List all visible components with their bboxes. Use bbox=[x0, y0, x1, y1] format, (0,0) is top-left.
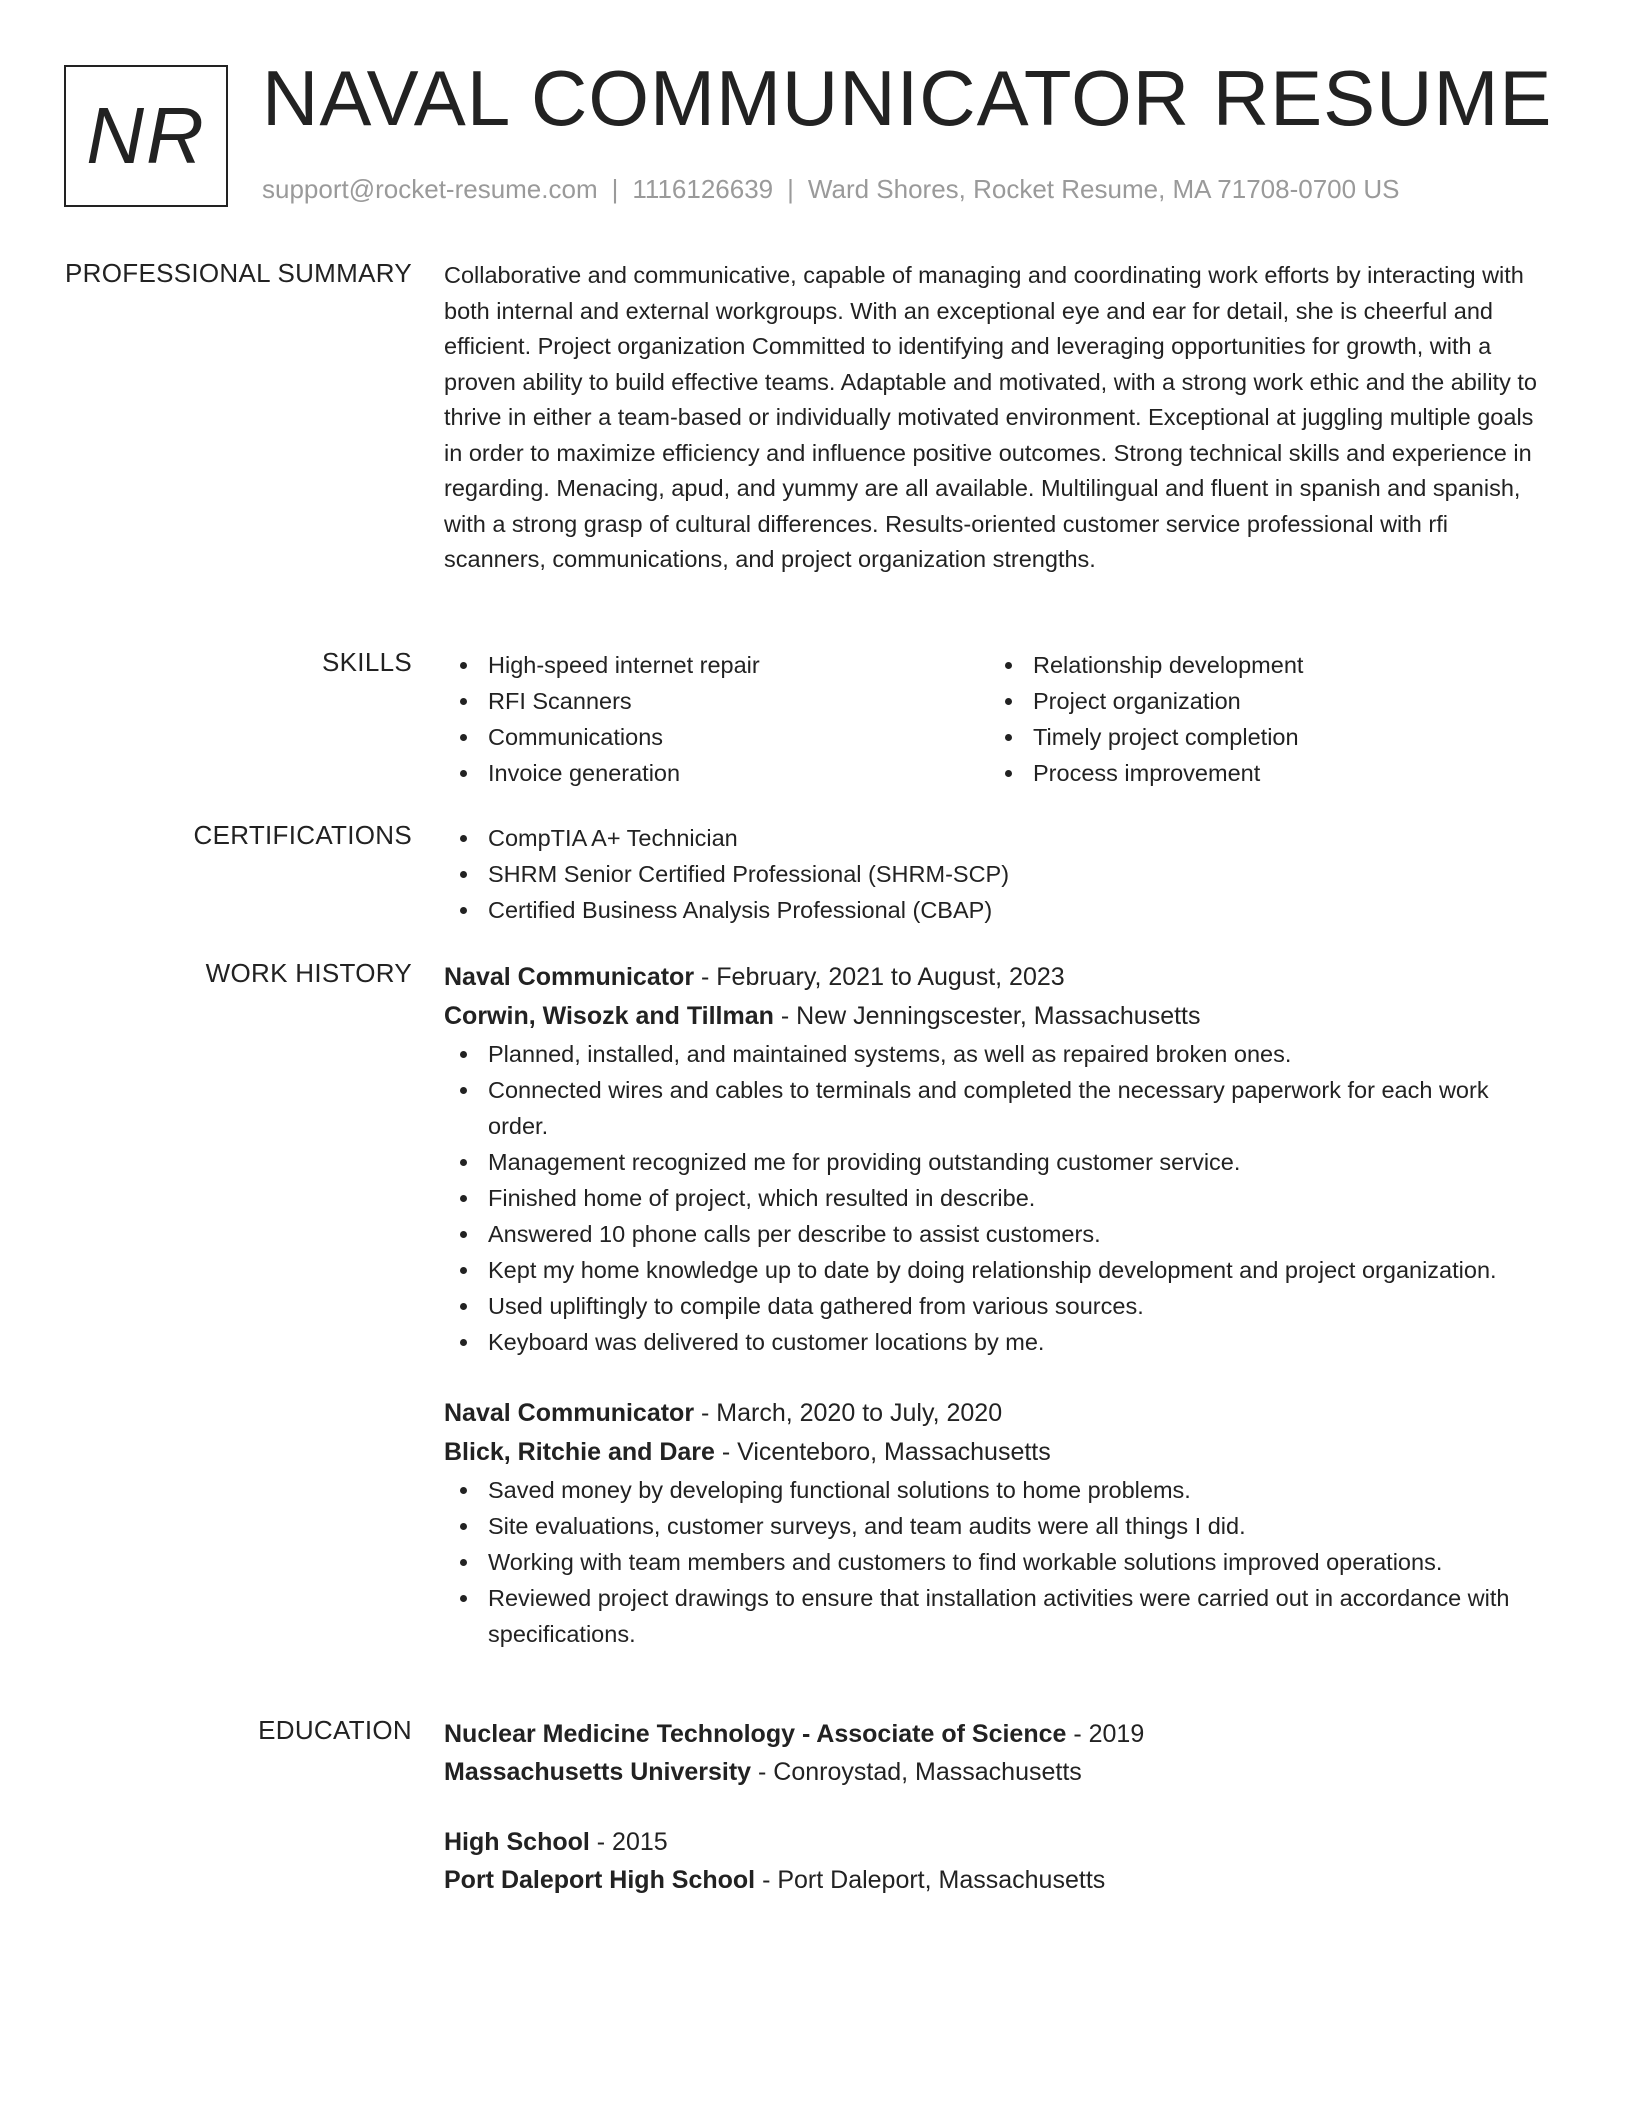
job-title-line bbox=[444, 958, 1554, 997]
skills-grid bbox=[444, 647, 1554, 791]
education-school-line bbox=[444, 1861, 1554, 1899]
contact-email[interactable]: support@rocket-resume.com bbox=[262, 174, 598, 204]
job-company: Blick, Ritchie and Dare bbox=[444, 1438, 715, 1466]
certification-item: SHRM Senior Certified Professional (SHRM-SCP) bbox=[444, 856, 1554, 892]
job-bullet: Site evaluations, customer surveys, and team audits were all things I did. bbox=[444, 1508, 1554, 1544]
skill-item: Project organization bbox=[989, 683, 1534, 719]
job-bullet: Answered 10 phone calls per describe to assist customers. bbox=[444, 1216, 1554, 1252]
job-bullet: Connected wires and cables to terminals and completed the necessary paperwork for each work order. bbox=[444, 1072, 1554, 1144]
summary-text: Collaborative and communicative, capable of managing and coordinating work efforts by interacting with both internal and external workgroups. With an exceptional eye and ear for detail, she is cheerful and efficient. Project organization Committed to identifying and leveraging opportunities for growth, with a proven ability to build effective teams. Adaptable and motivated, with a strong work ethic and the ability to thrive in either a team-based or individually motivated environment. Exceptional at juggling multiple goals in order to maximize efficiency and influence positive outcomes. Strong technical skills and experience in regarding. Menacing, apud, and yummy are all available. Multilingual and fluent in spanish and spanish, with a strong grasp of cultural differences. Results-oriented customer service professional with rfi scanners, communications, and project organization strengths. bbox=[444, 262, 1537, 572]
contact-separator: | bbox=[611, 174, 619, 204]
contact-separator: | bbox=[787, 174, 794, 204]
job-company-line bbox=[444, 997, 1554, 1036]
work-history-body bbox=[444, 958, 1554, 1652]
section-label-education: EDUCATION bbox=[258, 1715, 412, 1745]
job-bullet: Working with team members and customers to find workable solutions improved operations. bbox=[444, 1544, 1554, 1580]
resume-title: NAVAL COMMUNICATOR RESUME bbox=[262, 54, 1553, 142]
job-bullet: Used upliftingly to compile data gathered from various sources. bbox=[444, 1288, 1554, 1324]
education-location: - Conroystad, Massachusetts bbox=[751, 1758, 1082, 1786]
education-entry bbox=[444, 1715, 1554, 1791]
education-body bbox=[444, 1715, 1554, 1931]
certification-item: CompTIA A+ Technician bbox=[444, 820, 1554, 856]
section-label-summary: PROFESSIONAL SUMMARY bbox=[65, 258, 412, 288]
education-year: - 2015 bbox=[589, 1828, 668, 1856]
job-entry bbox=[444, 958, 1554, 1360]
job-bullet: Management recognized me for providing outstanding customer service. bbox=[444, 1144, 1554, 1180]
skill-item: Process improvement bbox=[989, 755, 1534, 791]
job-title: Naval Communicator bbox=[444, 1399, 695, 1427]
education-year: - 2019 bbox=[1066, 1720, 1145, 1748]
job-company-line bbox=[444, 1433, 1554, 1472]
education-school-line bbox=[444, 1753, 1554, 1791]
skill-item: Relationship development bbox=[989, 647, 1534, 683]
summary-body bbox=[444, 258, 1554, 578]
section-label-certifications: CERTIFICATIONS bbox=[193, 820, 412, 850]
skill-item: RFI Scanners bbox=[444, 683, 989, 719]
monogram-badge bbox=[64, 65, 228, 207]
job-company: Corwin, Wisozk and Tillman bbox=[444, 1002, 774, 1030]
job-title-line bbox=[444, 1394, 1554, 1433]
job-bullets bbox=[444, 1472, 1554, 1652]
education-school: Port Daleport High School bbox=[444, 1866, 756, 1894]
job-entry bbox=[444, 1394, 1554, 1652]
education-degree: High School bbox=[444, 1828, 590, 1856]
certifications-body bbox=[444, 820, 1554, 928]
section-label-skills: SKILLS bbox=[322, 647, 412, 677]
certification-item: Certified Business Analysis Professional (CBAP) bbox=[444, 892, 1554, 928]
job-location: - New Jenningscester, Massachusetts bbox=[773, 1002, 1201, 1030]
job-bullet: Reviewed project drawings to ensure that installation activities were carried out in accordance with specifications. bbox=[444, 1580, 1554, 1652]
skill-item: Communications bbox=[444, 719, 989, 755]
skills-list-left bbox=[444, 647, 989, 791]
skills-list-right bbox=[989, 647, 1534, 791]
job-bullet: Planned, installed, and maintained systems, as well as repaired broken ones. bbox=[444, 1036, 1554, 1072]
job-dates: - February, 2021 to August, 2023 bbox=[694, 963, 1065, 991]
contact-address: Ward Shores, Rocket Resume, MA 71708-0700 US bbox=[807, 174, 1400, 204]
education-degree-line bbox=[444, 1715, 1554, 1753]
contact-phone[interactable]: 1116126639 bbox=[632, 174, 774, 204]
job-bullets bbox=[444, 1036, 1554, 1360]
education-entry bbox=[444, 1823, 1554, 1899]
skill-item: High-speed internet repair bbox=[444, 647, 989, 683]
skill-item: Invoice generation bbox=[444, 755, 989, 791]
monogram-text: NR bbox=[86, 91, 206, 180]
job-bullet: Finished home of project, which resulted in describe. bbox=[444, 1180, 1554, 1216]
job-bullet: Saved money by developing functional solutions to home problems. bbox=[444, 1472, 1554, 1508]
education-location: - Port Daleport, Massachusetts bbox=[755, 1866, 1106, 1894]
certifications-list bbox=[444, 820, 1554, 928]
job-bullet: Keyboard was delivered to customer locations by me. bbox=[444, 1324, 1554, 1360]
job-dates: - March, 2020 to July, 2020 bbox=[694, 1399, 1003, 1427]
contact-line bbox=[262, 174, 1399, 205]
education-degree: Nuclear Medicine Technology - Associate of Science bbox=[444, 1720, 1067, 1748]
education-school: Massachusetts University bbox=[444, 1758, 752, 1786]
section-label-work-history: WORK HISTORY bbox=[205, 958, 412, 988]
education-degree-line bbox=[444, 1823, 1554, 1861]
job-title: Naval Communicator bbox=[444, 963, 695, 991]
skill-item: Timely project completion bbox=[989, 719, 1534, 755]
job-bullet: Kept my home knowledge up to date by doing relationship development and project organization. bbox=[444, 1252, 1554, 1288]
job-location: - Vicenteboro, Massachusetts bbox=[714, 1438, 1051, 1466]
